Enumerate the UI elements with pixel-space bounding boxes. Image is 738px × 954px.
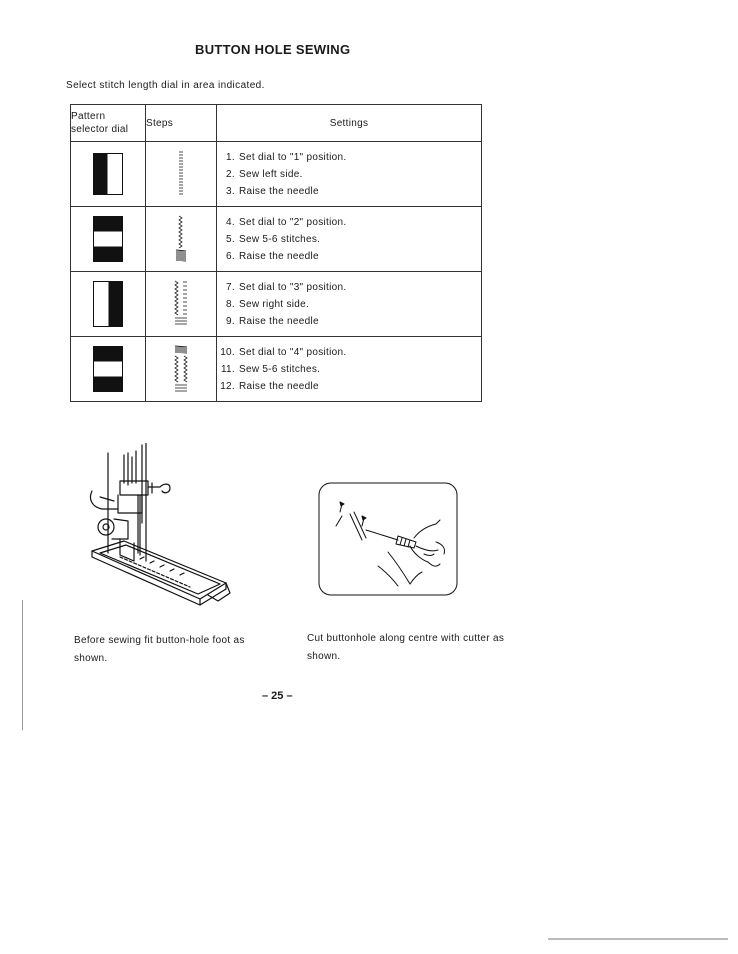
page-title: BUTTON HOLE SEWING bbox=[195, 42, 351, 57]
cutting-buttonhole-illustration bbox=[318, 482, 460, 598]
step-item: 8. Sew right side. bbox=[226, 298, 310, 310]
stitch-top-bartack-icon bbox=[172, 344, 190, 394]
step-item: 10. Set dial to "4" position. bbox=[220, 346, 347, 358]
scan-bottom-line bbox=[548, 938, 728, 940]
table-row bbox=[71, 207, 482, 272]
table-header-row bbox=[71, 105, 482, 142]
buttonhole-settings-table bbox=[70, 104, 482, 402]
table-row bbox=[71, 272, 482, 337]
caption-left: Before sewing fit button-hole foot as shown. bbox=[74, 635, 245, 664]
dial-position-3-icon bbox=[93, 281, 123, 327]
steps-cell bbox=[146, 337, 217, 402]
step-item: 11. Sew 5-6 stitches. bbox=[220, 363, 321, 375]
pattern-cell bbox=[71, 142, 146, 207]
steps-cell bbox=[146, 272, 217, 337]
header-pattern: Pattern selector dial bbox=[71, 105, 146, 142]
pattern-cell bbox=[71, 272, 146, 337]
intro-text: Select stitch length dial in area indicated. bbox=[66, 80, 265, 91]
step-item: 9. Raise the needle bbox=[226, 315, 319, 327]
dial-position-2-icon bbox=[93, 216, 123, 262]
dial-position-1-icon bbox=[93, 153, 123, 195]
step-item: 12. Raise the needle bbox=[220, 380, 319, 392]
step-item: 2. Sew left side. bbox=[226, 168, 303, 180]
stitch-left-side-icon bbox=[174, 150, 188, 198]
stitch-bottom-bartack-icon bbox=[173, 214, 189, 264]
pattern-cell bbox=[71, 207, 146, 272]
dial-position-4-icon bbox=[93, 346, 123, 392]
settings-cell bbox=[217, 272, 482, 337]
scan-edge-line bbox=[22, 600, 23, 730]
steps-cell bbox=[146, 207, 217, 272]
page-number: – 25 – bbox=[262, 690, 293, 702]
step-item: 1. Set dial to "1" position. bbox=[226, 151, 347, 163]
step-item: 4. Set dial to "2" position. bbox=[226, 216, 347, 228]
steps-cell bbox=[146, 142, 217, 207]
header-steps: Steps bbox=[146, 105, 217, 142]
step-item: 6. Raise the needle bbox=[226, 250, 319, 262]
pattern-cell bbox=[71, 337, 146, 402]
stitch-right-side-icon bbox=[172, 279, 190, 329]
settings-cell bbox=[217, 207, 482, 272]
header-settings: Settings bbox=[217, 105, 482, 142]
step-item: 7. Set dial to "3" position. bbox=[226, 281, 347, 293]
table-row bbox=[71, 337, 482, 402]
step-item: 5. Sew 5-6 stitches. bbox=[226, 233, 321, 245]
settings-cell bbox=[217, 337, 482, 402]
settings-cell bbox=[217, 142, 482, 207]
buttonhole-foot-illustration bbox=[80, 443, 250, 608]
caption-right: Cut buttonhole along centre with cutter as shown. bbox=[307, 633, 505, 662]
step-item: 3. Raise the needle bbox=[226, 185, 319, 197]
table-row bbox=[71, 142, 482, 207]
